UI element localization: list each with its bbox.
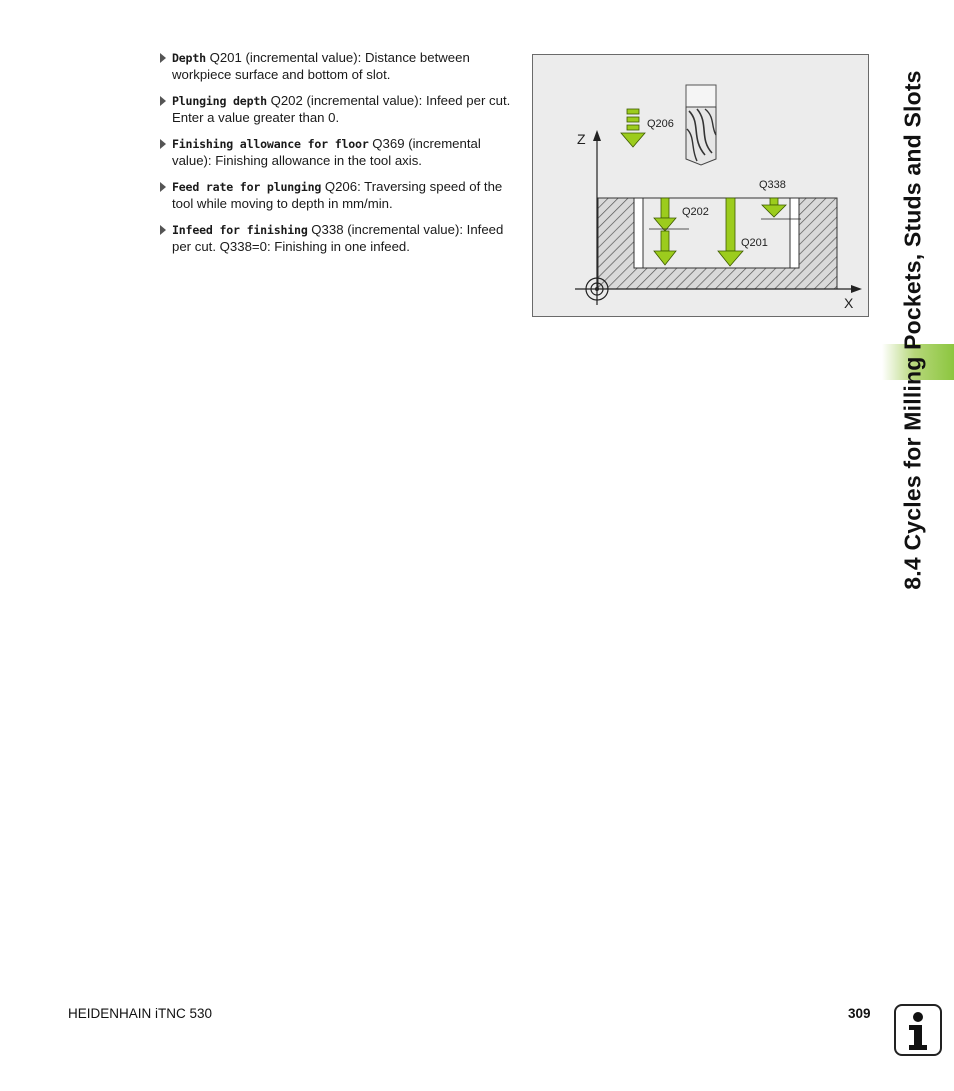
param-finishing-allowance-floor bbox=[160, 136, 520, 169]
param-depth bbox=[160, 50, 520, 83]
param-description: Q202 (incremental value): Infeed per cut. Enter a value greater than 0. bbox=[172, 93, 511, 125]
page-number: 309 bbox=[848, 1006, 871, 1021]
chapter-title-vertical bbox=[888, 40, 938, 620]
z-axis-label: Z bbox=[577, 131, 586, 147]
finishing-allowance-right bbox=[790, 198, 799, 268]
z-axis-arrowhead bbox=[593, 130, 601, 141]
label-q201: Q201 bbox=[741, 237, 768, 249]
triangle-bullet-icon bbox=[160, 139, 166, 149]
param-keyword: Plunging depth bbox=[172, 94, 267, 108]
chapter-title-text: 8.4 Cycles for Milling Pockets, Studs and Slots bbox=[899, 70, 926, 590]
info-glyph bbox=[896, 1006, 940, 1054]
x-axis-arrowhead bbox=[851, 285, 862, 293]
param-plunging-depth bbox=[160, 93, 520, 126]
param-feed-rate-plunging bbox=[160, 179, 520, 212]
param-description: Q201 (incremental value): Distance between workpiece surface and bottom of slot. bbox=[172, 50, 470, 82]
param-keyword: Depth bbox=[172, 51, 206, 65]
param-description: Q206: Traversing speed of the tool while moving to depth in mm/min. bbox=[172, 179, 503, 211]
triangle-bullet-icon bbox=[160, 182, 166, 192]
x-axis-label: X bbox=[844, 295, 854, 311]
slot-cycle-diagram bbox=[532, 54, 869, 317]
param-infeed-finishing bbox=[160, 222, 520, 255]
info-icon bbox=[894, 1004, 942, 1056]
label-q202: Q202 bbox=[682, 206, 709, 218]
diagram-svg bbox=[533, 55, 870, 318]
param-description: Q338 (incremental value): Infeed per cut. Q338=0: Finishing in one infeed. bbox=[172, 222, 504, 254]
param-keyword: Infeed for finishing bbox=[172, 223, 308, 237]
param-keyword: Feed rate for plunging bbox=[172, 180, 322, 194]
label-q206: Q206 bbox=[647, 118, 674, 130]
triangle-bullet-icon bbox=[160, 96, 166, 106]
param-keyword: Finishing allowance for floor bbox=[172, 137, 369, 151]
triangle-bullet-icon bbox=[160, 53, 166, 63]
parameter-list bbox=[160, 50, 520, 265]
end-mill-tool-icon bbox=[686, 85, 716, 165]
param-description: Q369 (incremental value): Finishing allowance in the tool axis. bbox=[172, 136, 481, 168]
feed-rate-arrow-icon bbox=[621, 109, 645, 147]
triangle-bullet-icon bbox=[160, 225, 166, 235]
finishing-allowance-left bbox=[634, 198, 643, 268]
footer-brand: HEIDENHAIN iTNC 530 bbox=[68, 1006, 213, 1021]
label-q338: Q338 bbox=[759, 179, 786, 191]
